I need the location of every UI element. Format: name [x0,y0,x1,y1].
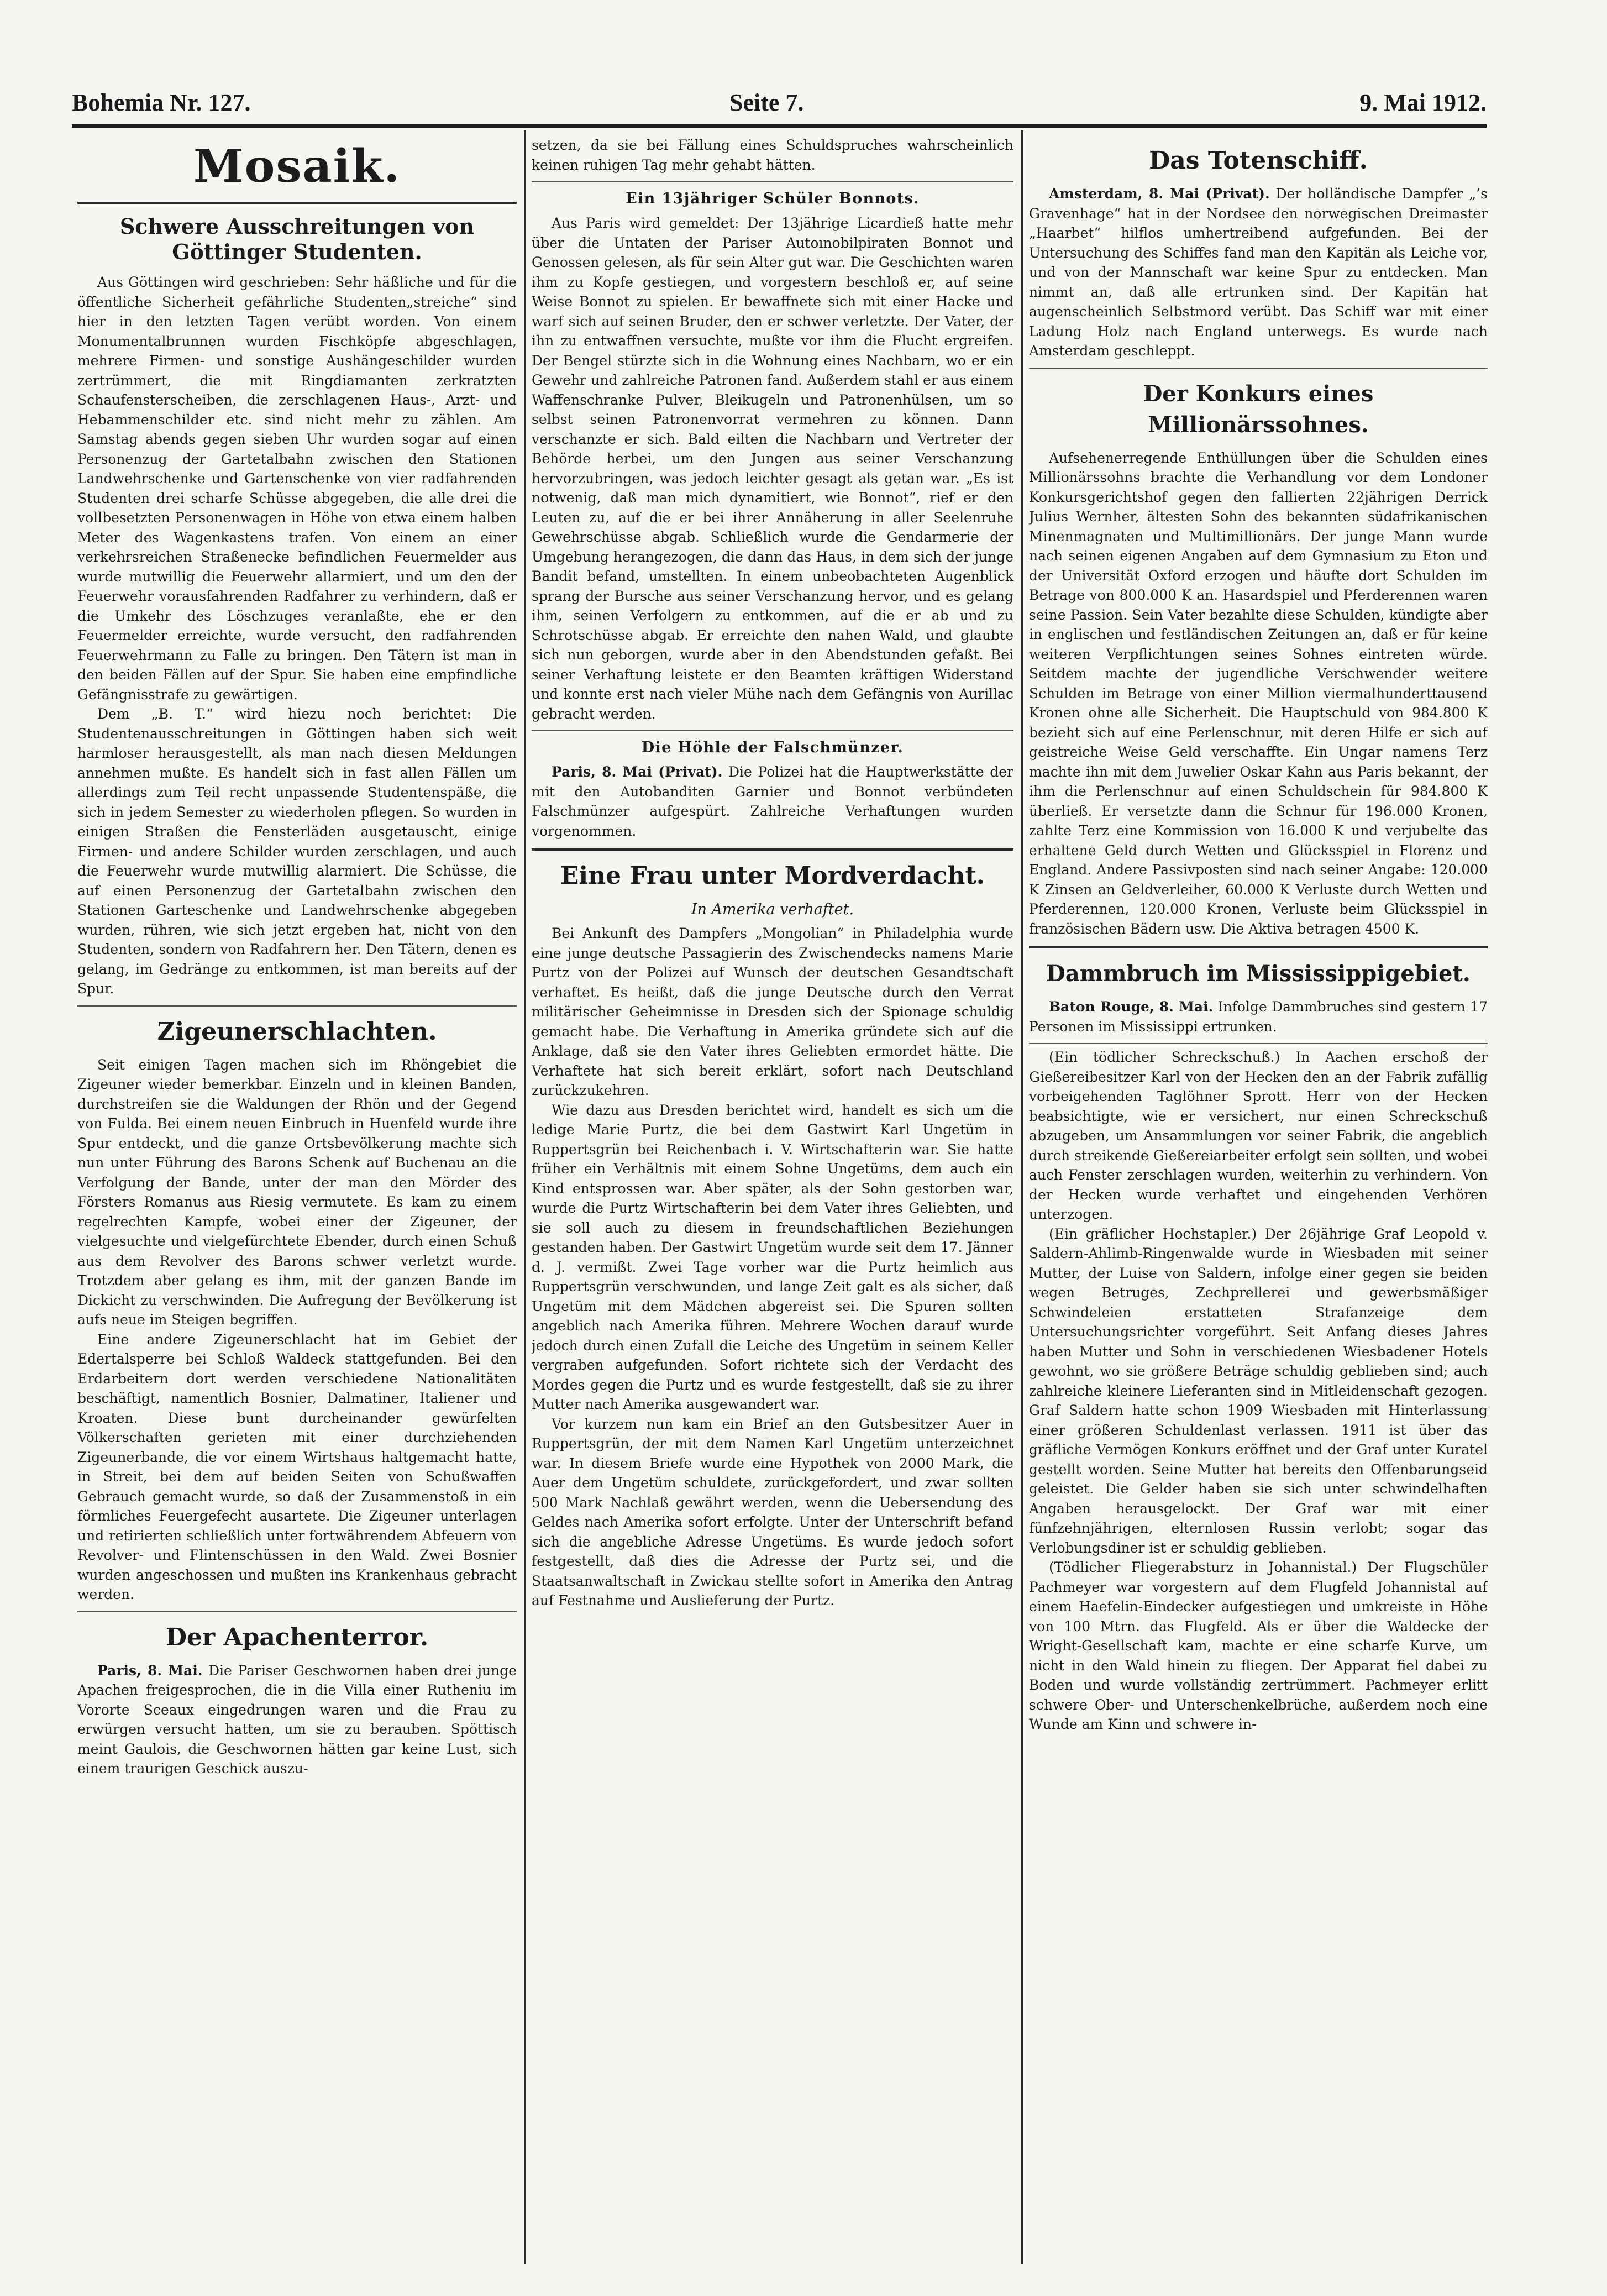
article-text: (Ein gräflicher Hochstapler.) Der 26jährige Graf Leopold v. Saldern-Ahlimb-Ringenwalde wurde in Wiesbaden mit seiner Mutter, der Luise von Saldern, infolge einer gegen sie beiden wegen Betruges, Zechprellerei und gewerbsmäßiger Schwindeleien erstatteten Strafanzeige dem Untersuchungsrichter vorgeführt. Seit Anfang dieses Jahres haben Mutter und Sohn in verschiedenen Wiesbadener Hotels gewohnt, wo sie größere Beträge schuldig geblieben sind; auch zahlreiche kleinere Lieferanten sind in Mitleidenschaft gezogen. Graf Saldern hatte schon 1909 Wiesbaden mit Hinterlassung einer größeren Schuldenlast verlassen. 1911 ist über das gräfliche Vermögen Konkurs eröffnet und der Graf unter Kuratel gestellt worden. Seine Mutter hat bereits den Offenbarungseid geleistet. Die Gelder haben sie sich unter schwindelhaften Angaben herausgelockt. Der Graf war mit einer fünfzehnjährigen, elternlosen Russin verlobt; sogar das Verlobungsdiner ist er schuldig geblieben. [1029,1225,1488,1556]
header-rule [72,124,1487,128]
article-divider [532,181,1013,182]
article-heading-goettingen: Schwere Ausschreitungen von Göttinger Studenten. [119,214,475,264]
dateline: Paris, 8. Mai. [97,1662,203,1679]
article-divider [1029,368,1488,369]
article-text [532,762,1013,841]
issue-label: Bohemia Nr. 127. [72,89,251,116]
article-heading-zigeuner: Zigeunerschlachten. [157,1017,437,1046]
article-body: Die Polizei hat die Hauptwerkstätte der mit den Autobanditen Garnier und Bonnot verbündeten Falschmünzer aufgespürt. Zahlreiche Verhaftungen wurden vorgenommen. [532,764,1013,839]
title-rule [77,202,517,204]
article-heading-schueler: Ein 13jähriger Schüler Bonnots. [626,190,920,207]
article-text: Aus Paris wird gemeldet: Der 13jährige Licardieß hatte mehr über die Untaten der Pariser Autoınobilpiraten Bonnot und Genossen gelesen, als für sein Alter gut war. Die Geschichten waren ihm zu Kopfe gestiegen, und vorgestern beschloß er, auf seine Weise Bonnot zu spielen. Er bewaffnete sich mit einer Hacke und warf sich auf seinen Bruder, den er schwer verletzte. Der Vater, der ihn zu entwaffnen versuchte, mußte vor ihm die Flucht ergreifen. Der Bengel stürzte sich in die Wohnung eines Nachbarn, wo er ein Gewehr und zahlreiche Patronen fand. Außerdem stahl er aus einem Waffenschranke Pulver, Bleikugeln und Patronenhülsen, um so selbst seinen Patronenvorrat vermehren zu können. Dann verschanzte er sich. Bald eilten die Nachbarn und Vertreter der Behörde herbei, um den Jungen aus seiner Verschanzung hervorzubringen, was jedoch leichter gesagt als getan war. „Es ist notwenig, daß man mich dynamitiert, wie Bonnot“, rief er den Leuten zu, auf die er bei ihrer Annäherung in aller Seelenruhe Gewehrschüsse abgab. Schließlich wurde die Gendarmerie der Umgebung herangezogen, die dann das Haus, in dem sich der junge Bandit befand, umstellten. In einem unbeobachteten Augenblick sprang der Bursche aus seiner Verschanzung hervor, und es gelang ihm, seinen Verfolgern zu entkommen, auf die er ab und zu Schrotschüsse abgab. Er erreichte den nahen Wald, und glaubte sich nun geborgen, wurde aber in den Abendstunden gefaßt. Bei seiner Verhaftung leistete er den Beamten kräftigen Widerstand und konnte erst nach vieler Mühe nach dem Gefängnis von Aurillac gebracht werden. [532,215,1013,722]
article-divider [77,1611,517,1612]
article-text: Aufsehenerregende Enthüllungen über die Schulden eines Millionärssohns brachte die Verhandlung vor dem Londoner Konkursgerichtshof gegen den fallierten 22jährigen Derrick Julius Wernher, ältesten Sohn des bekannten südafrikanischen Minenmagnaten und Multimillionärs. Der junge Mann wurde nach seinen eigenen Angaben auf dem Gymnasium zu Eton und der Universität Oxford erzogen und häufte dort Schulden im Betrage von 800.000 K an. Hasardspiel und Pferderennen waren seine Passion. Sein Vater bezahlte diese Schulden, kündigte aber in englischen und festländischen Zeitungen an, daß er für keine weiteren Verpflichtungen seines Sohnes eintreten würde. Seitdem machte der jugendliche Verschwender weitere Schulden im Betrage von einer Million viermalhunderttausend Kronen ohne alle Sicherheit. Die Hauptschuld von 984.800 K bezieht sich auf eine Perlenschnur, mit deren Hilfe er sich auf geistreiche Weise Geld verschaffte. Ein Ungar namens Terz machte ihn mit dem Juwelier Oskar Kahn aus Paris bekannt, der ihm die Perlenschnur auf einen Schuldschein für 984.800 K überließ. Er versetzte dann die Schnur für 196.000 Kronen, zahlte Terz eine Kommission von 16.000 K und verjubelte das erhaltene Geld durch Wetten und Glücksspiel in Florenz und England. Andere Passivposten sind nach seiner Angabe: 120.000 K Zinsen an Geldverleiher, 60.000 K Verluste durch Wetten und Pferderennen, 120.000 Kronen, Verluste beim Glücksspiel in französischen Bädern usw. Die Aktiva betragen 4500 K. [1029,449,1488,937]
article-heading-dammbruch: Dammbruch im Mississippigebiet. [1046,961,1471,987]
dateline: Paris, 8. Mai (Privat). [552,764,723,780]
article-text: Dem „B. T.“ wird hiezu noch berichtet: Die Studentenausschreitungen in Göttingen haben sich weit harmloser herausgestellt, als man nach diesen Meldungen annehmen mußte. Es handelt sich in fast allen Fällen um allerdings zum Teil recht unpassende Studentenspäße, die sich in jedem Semester zu wiederholen pflegen. So wurden in einigen Straßen die Fensterläden ausgetauscht, einige Firmen- und andere Schilder wurden zerschlagen, und auch die Feuerwehr wurde mutwillig alarmiert. Die Schüsse, die auf einen Personenzug der Gartetalbahn zwischen den Stationen Garteschenke und Landwehrschenke abgegeben wurden, rühren, wie sich jetzt ergeben hat, nicht von den Studenten, sondern von Radfahrern her. Den Tätern, denen es gelang, im Gedränge zu entkommen, ist man bereits auf der Spur. [77,706,517,997]
column-2 [532,135,1013,2269]
article-heading-totenschiff: Das Totenschiff. [1149,146,1368,175]
article-heading-konkurs: Der Konkurs eines Millionärssohnes. [1143,380,1374,438]
article-text: Wie dazu aus Dresden berichtet wird, handelt es sich um die ledige Marie Purtz, die bei dem Gastwirt Karl Ungetüm in Ruppertsgrün bei Reichenbach i. V. Wirtschafterin war. Sie hatte früher ein Verhältnis mit einem Sohne Ungetüms, dem auch ein Kind entsprossen war. Aber später, als der Sohn gestorben war, wurde die Purtz Wirtschafterin bei dem Vater ihres Geliebten, und sie soll auch zu diesem in freundschaftlichen Beziehungen gestanden haben. Der Gastwirt Ungetüm wurde seit dem 17. Jänner d. J. vermißt. Zwei Tage vorher war die Purtz heimlich aus Ruppertsgrün verschwunden, und lange Zeit galt es als sicher, daß Ungetüm mit dem Mädchen abgereist sei. Die Spuren sollten angeblich nach Amerika führen. Mehrere Wochen darauf wurde jedoch durch einen Zufall die Leiche des Ungetüm in seinem Keller vergraben aufgefunden. Sofort richtete sich der Verdacht des Mordes gegen die Purtz und es wurde festgestellt, daß sie zu ihrer Mutter nach Amerika ausgewandert war. [532,1102,1013,1412]
article-text: Vor kurzem nun kam ein Brief an den Gutsbesitzer Auer in Ruppertsgrün, der mit dem Namen Karl Ungetüm unterzeichnet war. In diesem Briefe wurde eine Hypothek von 2000 Mark, die Auer dem Ungetüm schuldete, zurückgefordert, und zwar sollten 500 Mark Nachlaß gewährt werden, wenn die Uebersendung des Geldes nach Amerika sofort erfolgte. Unter der Unterschrift befand sich die angebliche Adresse Ungetüms. Es wurde jedoch sofort festgestellt, daß dies die Adresse der Purtz sei, und die Staatsanwaltschaft in Zwickau stellte sofort in Amerika den Antrag auf Festnahme und Auslieferung der Purtz. [532,1416,1013,1608]
article-divider [532,848,1013,851]
page-number: Seite 7. [729,89,804,116]
article-text [77,1661,517,1779]
article-text: setzen, da sie bei Fällung eines Schuldspruches wahrscheinlich keinen ruhigen Tag mehr gehabt hätten. [532,137,1013,173]
article-body: Infolge Dammbruches sind gestern 17 Personen im Mississippi ertrunken. [1029,999,1488,1035]
section-title: Mosaik. [193,140,401,193]
article-text: (Ein tödlicher Schreckschuß.) In Aachen erschoß der Gießereibesitzer Karl von der Hecken den an der Fabrik zufällig vorbeigehenden Taglöhner Sprott. Herr von der Hecken beabsichtigte, wie er versichert, nur einen Schreckschuß abzugeben, um Ansammlungen vor seiner Fabrik, die angeblich durch streikende Gießereiarbeiter erfolgt sein sollten, und wobei auch Fenster zerschlagen wurden, weiterhin zu verhindern. Von der Hecken wurde verhaftet und eingehenden Verhören unterzogen. [1029,1049,1488,1222]
column-rule-1 [524,130,526,2264]
article-text: Bei Ankunft des Dampfers „Mongolian“ in Philadelphia wurde eine junge deutsche Passagierin des Zwischendecks namens Marie Purtz von der Polizei auf Wunsch der deutschen Gesandtschaft verhaftet. Es heißt, daß die junge Deutsche durch den Verrat militärischer Geheimnisse in Dresden sich der Spionage schuldig gemacht habe. Die Verhaftung in Amerika gründete sich auf die Anklage, daß sie den Vater ihres Geliebten ermordet hätte. Die Verhaftete hat sich bereit erklärt, sofort nach Deutschland zurückzukehren. [532,925,1013,1098]
article-text: (Tödlicher Fliegerabsturz in Johannistal.) Der Flugschüler Pachmeyer war vorgestern auf dem Flugfeld Johannistal auf einem Haefelin-Eindecker aufgestiegen und umkreiste in Höhe von 100 Mtrn. das Flugfeld. Als er über die Waldecke der Wright-Gesellschaft kam, machte er eine scharfe Kurve, um nicht in den Wald hinein zu fliegen. Der Apparat fiel dabei zu Boden und wurde vollständig zertrümmert. Pachmeyer erlitt schwere Ober- und Unterschenkelbrüche, außerdem noch eine Wunde am Kinn und schwere in- [1029,1559,1488,1732]
article-heading-apachen: Der Apachenterror. [165,1623,429,1652]
dateline: Baton Rouge, 8. Mai. [1049,999,1214,1015]
article-divider [532,730,1013,731]
column-1 [77,135,517,2269]
article-heading-falschmuenzer: Die Höhle der Falschmünzer. [641,739,904,756]
article-divider [1029,946,1488,948]
article-heading-mordverdacht: Eine Frau unter Mordverdacht. [560,862,985,890]
article-body: Der holländische Dampfer „’s Gravenhage“ hat in der Nordsee den norwegischen Dreimaster „Haarbet“ hilflos umhertreibend aufgefunden. Bei der Untersuchung des Schiffes fand man den Kapitän als Leiche vor, und von der Mannschaft war keine Spur zu entdecken. Man nimmt an, daß alle ertrunken sind. Der Kapitän hat augenscheinlich Selbstmord verübt. Das Schiff war mit einer Ladung Holz nach England unterwegs. Es wurde nach Amsterdam geschleppt. [1029,186,1488,359]
article-subheading: In Amerika verhaftet. [691,901,854,918]
article-text: Seit einigen Tagen machen sich im Rhöngebiet die Zigeuner wieder bemerkbar. Einzeln und in kleinen Banden, durchstreifen sie die Waldungen der Rhön und der Gegend von Fulda. Bei einem neuen Einbruch in Huenfeld wurde ihre Spur entdeckt, und die ganze Ortsbevölkerung machte sich nun unter Führung des Barons Schenk auf Buchenau an die Verfolgung der Bande, unter der man den Mörder des Försters Romanus aus Riesig vermutete. Es kam zu einem regelrechten Kampfe, wobei einer der Zigeuner, der vielgesuchte und vielgefürchtete Ebender, durch einen Schuß aus dem Revolver des Barons schwer verletzt wurde. Trotzdem aber gelang es ihm, mit der ganzen Bande im Dickicht zu verschwinden. Die Aufregung der Bevölkerung ist aufs neue im Steigen begriffen. [77,1056,517,1328]
article-body: Die Pariser Geschwornen haben drei junge Apachen freigesprochen, die in die Villa einer Rutheniu im Vororte Sceaux eingedrungen waren und die Frau zu erwürgen versucht hatten, um sie zu berauben. Spöttisch meint Gaulois, die Geschwornen hätten gar keine Lust, sich einem traurigen Geschick auszu- [77,1662,517,1776]
page-header [72,83,1487,122]
article-text [1029,184,1488,361]
column-rule-2 [1021,130,1023,2264]
article-text: Eine andere Zigeunerschlacht hat im Gebiet der Edertalsperre bei Schloß Waldeck stattgefunden. Bei den Erdarbeitern dort werden verschiedene Nationalitäten beschäftigt, namentlich Bosnier, Dalmatiner, Italiener und Kroaten. Diese bunt durcheinander gewürfelten Völkerschaften gerieten mit einer durchziehenden Zigeunerbande, die vor einem Wirtshaus haltgemacht hatte, in Streit, bei dem auf beiden Seiten von Schußwaffen Gebrauch gemacht wurde, so daß der Zusammenstoß in ein förmliches Feuergefecht ausartete. Die Zigeuner unterlagen und retirierten schließlich unter fortwährendem Abfeuern von Revolver- und Flintenschüssen in den Wald. Zwei Bosnier wurden angeschossen und mußten ins Krankenhaus gebracht werden. [77,1331,517,1602]
issue-date: 9. Mai 1912. [1359,89,1487,116]
article-text [1029,997,1488,1036]
column-3 [1029,135,1488,2269]
article-text: Aus Göttingen wird geschrieben: Sehr häßliche und für die öffentliche Sicherheit gefährliche Studenten„streiche“ sind hier in den letzten Tagen verübt worden. Von einem Monumentalbrunnen wurden Fischköpfe abgeschlagen, mehrere Firmen- und sonstige Aushängeschilder wurden zertrümmert, die mit Ringdiamanten zerkratzten Schaufensterscheiben, die zerschlagenen Haus-, Arzt- und Hebammenschilder etc. sind nicht mehr zu zählen. Am Samstag abends gegen sieben Uhr wurden sogar auf einen Personenzug der Gartetalbahn zwischen den Stationen Landwehrschenke und Gartenschenke von vier radfahrenden Studenten drei scharfe Schüsse abgegeben, die alle drei die vollbesetzten Personenwagen in Höhe von etwa einem halben Meter des Wagenkastens trafen. Von einem an einer verkehrsreichen Straßenecke befindlichen Feuermelder aus wurde mutwillig die Feuerwehr allarmiert, und um den der Feuerwehr vorausfahrenden Radfahrer zu verhindern, daß er die Umkehr des Löschzuges veranlaßte, ehe er den Feuermelder erreichte, wurde versucht, den radfahrenden Feuerwehrmann zu Falle zu bringen. Den Tätern ist man in den beiden Fällen auf der Spur. Sie haben eine empfindliche Gefängnisstrafe zu gewärtigen. [77,274,517,703]
article-divider [1029,1043,1488,1044]
article-divider [77,1005,517,1007]
dateline: Amsterdam, 8. Mai (Privat). [1049,186,1270,202]
